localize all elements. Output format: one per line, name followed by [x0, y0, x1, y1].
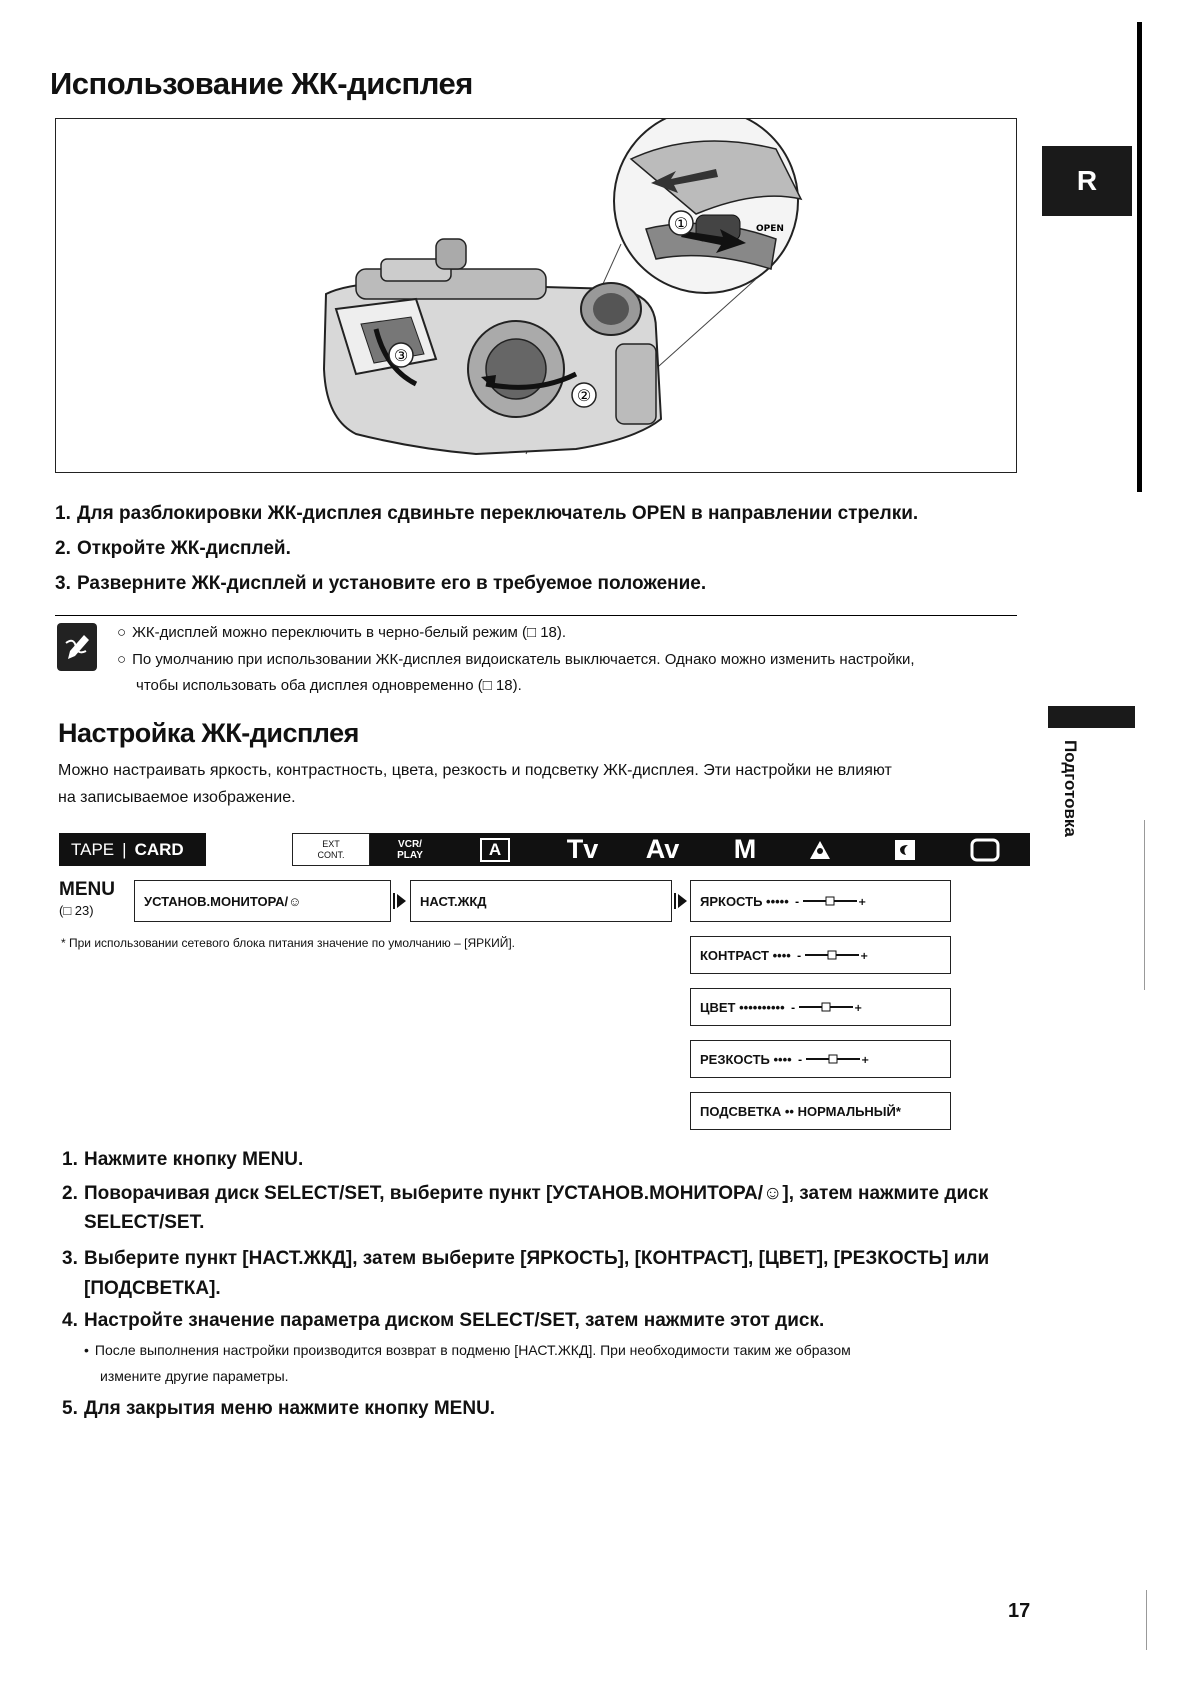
- option-color[interactable]: ЦВЕТ •••••••••• - +: [690, 988, 951, 1026]
- menu-footnote: * При использовании сетевого блока питания значение по умолчанию – [ЯРКИЙ].: [61, 936, 516, 950]
- svg-text:+: +: [859, 951, 869, 960]
- vcr-play-mode: VCR/ PLAY: [397, 838, 423, 861]
- callout-2-label: ②: [576, 386, 592, 405]
- custom-mode-icon: [960, 833, 1010, 866]
- note-2-continued: чтобы использовать оба дисплея одновременно (□ 18).: [136, 677, 522, 694]
- person-mode-icon: [800, 833, 840, 866]
- callout-1-label: ①: [673, 214, 689, 233]
- side-tab-letter: R: [1076, 165, 1098, 196]
- note-icon: [57, 623, 97, 671]
- brightness-slider: [795, 896, 867, 906]
- right-margin-thin-line-bottom: [1146, 1590, 1147, 1650]
- section-label: Подготовка: [1061, 740, 1080, 837]
- av-mode: Av: [645, 834, 680, 864]
- adjust-step-1: 1. Нажмите кнопку MENU.: [62, 1149, 304, 1170]
- tape-mode: TAPE: [71, 839, 115, 859]
- option-brightness[interactable]: ЯРКОСТЬ ••••• - +: [690, 880, 951, 922]
- step-4-note-line2: измените другие параметры.: [100, 1368, 289, 1384]
- menu-item-monitor-setup[interactable]: УСТАНОВ.МОНИТОРА/☺: [134, 880, 391, 922]
- open-step-2: 2. Откройте ЖК-дисплей.: [55, 538, 291, 559]
- step-4-note-line1: • После выполнения настройки производится возврат в подменю [НАСТ.ЖКД]. При необходимости таким же образом: [84, 1342, 851, 1358]
- svg-text:+: +: [853, 1003, 863, 1012]
- pencil-icon: [62, 629, 92, 665]
- settings-title: Настройка ЖК-дисплея: [58, 718, 359, 748]
- side-tab: [1042, 146, 1132, 216]
- menu-label: MENU: [59, 879, 115, 900]
- callout-3-label: ③: [393, 346, 409, 365]
- menu-item-lcd-setup[interactable]: НАСТ.ЖКД: [410, 880, 672, 922]
- page-title: Использование ЖК-дисплея: [50, 66, 473, 101]
- contrast-slider: [797, 950, 869, 960]
- auto-mode: A: [475, 833, 515, 866]
- open-step-1: 1. Для разблокировки ЖК-дисплея сдвиньте переключатель OPEN в направлении стрелки.: [55, 503, 919, 524]
- camera-modes-bar: [370, 833, 1030, 866]
- option-sharpness[interactable]: РЕЗКОСТЬ •••• - +: [690, 1040, 951, 1078]
- notes-top-rule: [55, 615, 1017, 616]
- option-backlight[interactable]: ПОДСВЕТКА •• НОРМАЛЬНЫЙ*: [690, 1092, 951, 1130]
- m-mode: M: [733, 834, 757, 864]
- settings-intro-line2: на записываемое изображение.: [58, 789, 296, 806]
- settings-intro-line1: Можно настраивать яркость, контрастность, цвета, резкость и подсветку ЖК-дисплея. Эти настройки не влияют: [58, 762, 892, 779]
- note-2: ○ По умолчанию при использовании ЖК-дисплея видоискатель выключается. Однако можно изменить настройки,: [117, 651, 915, 668]
- illustration-frame: [55, 118, 1017, 473]
- tv-mode: Tv: [566, 834, 599, 864]
- adjust-step-3-continued: [ПОДСВЕТКА].: [84, 1278, 221, 1299]
- section-marker-bar: [1048, 706, 1135, 728]
- page-number: 17: [1008, 1600, 1031, 1622]
- svg-text:+: +: [857, 897, 867, 906]
- adjust-step-3: 3. Выберите пункт [НАСТ.ЖКД], затем выберите [ЯРКОСТЬ], [КОНТРАСТ], [ЦВЕТ], [РЕЗКОСТЬ] или: [62, 1248, 990, 1269]
- card-mode: CARD: [134, 839, 184, 859]
- adjust-step-4: 4. Настройте значение параметра диском SELECT/SET, затем нажмите этот диск.: [62, 1310, 825, 1331]
- svg-text:+: +: [860, 1055, 870, 1064]
- camcorder-illustration: [56, 119, 1016, 471]
- note-1: ○ ЖК-дисплей можно переключить в черно-белый режим (□ 18).: [117, 624, 567, 641]
- option-contrast[interactable]: КОНТРАСТ •••• - +: [690, 936, 951, 974]
- arrow-right-icon: [674, 893, 688, 914]
- svg-text:-: -: [794, 897, 799, 906]
- adjust-step-5: 5. Для закрытия меню нажмите кнопку MENU.: [62, 1398, 496, 1419]
- open-switch-label: OPEN: [756, 224, 784, 234]
- svg-text:-: -: [790, 1003, 795, 1012]
- adjust-step-2: 2. Поворачивая диск SELECT/SET, выберите пункт [УСТАНОВ.МОНИТОРА/☺], затем нажмите диск: [62, 1183, 989, 1204]
- adjust-step-2-continued: SELECT/SET.: [84, 1212, 205, 1233]
- svg-text:-: -: [797, 1055, 802, 1064]
- right-margin-thin-line: [1144, 820, 1145, 990]
- ext-cont-mode: EXT CONT.: [292, 833, 370, 866]
- right-margin-bar: [1137, 22, 1142, 492]
- arrow-right-icon: [393, 893, 407, 914]
- svg-text:-: -: [796, 951, 801, 960]
- menu-ref: (□ 23): [59, 903, 94, 918]
- night-mode-icon: [885, 833, 925, 866]
- color-slider: [791, 1002, 863, 1012]
- tape-card-bar: TAPE | CARD: [59, 833, 206, 866]
- open-step-3: 3. Разверните ЖК-дисплей и установите его в требуемое положение.: [55, 573, 707, 594]
- sharpness-slider: [798, 1054, 870, 1064]
